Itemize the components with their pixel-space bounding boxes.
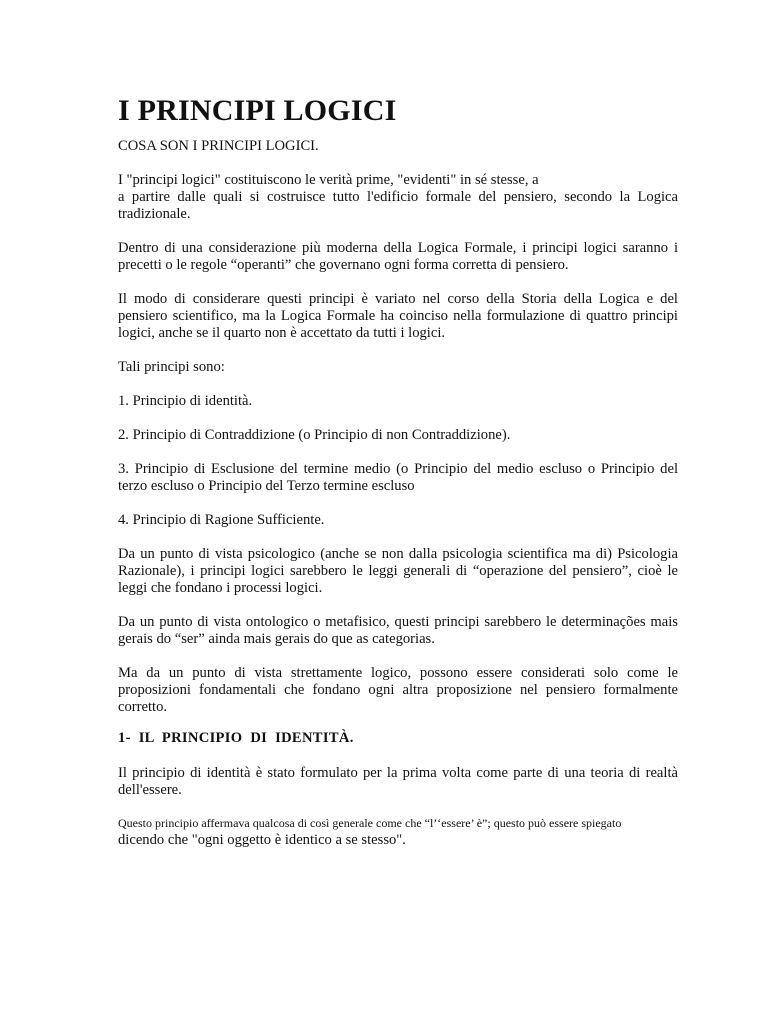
identity-continuation: dicendo che "ogni oggetto è identico a se stesso". [118,832,406,848]
paragraph-history: Il modo di considerare questi principi è variato nel corso della Storia della Logica e del pensiero scientifico, ma la Logica Formale ha coinciso nella formulazione di quattro principi logici, anche se il quarto non è accettato da tutti i logici. [118,291,678,341]
paragraph-psychological: Da un punto di vista psicologico (anche se non dalla psicologia scientifica ma di) Psicologia Razionale), i principi logici sarebbero le leggi generali di “operazione del pensiero”, cioè le leggi che fondano i processi logici. [118,546,678,596]
paragraph-ontological: Da un punto di vista ontologico o metafisico, questi principi sarebbero le determinações mais gerais do “ser” ainda mais gerais do que as categorias. [118,614,678,647]
list-intro: Tali principi sono: [118,359,225,375]
subtitle: COSA SON I PRINCIPI LOGICI. [118,138,319,154]
paragraph-identity-2 [118,814,678,849]
identity-small-text: Questo principio affermava qualcosa di così generale come che “l’‘essere’ è”; questo può essere spiegato [118,816,622,830]
principle-item-1: 1. Principio di identità. [118,393,253,409]
principle-item-4: 4. Principio di Ragione Sufficiente. [118,512,325,528]
intro-line-2: a partire dalle quali si costruisce tutto l'edificio formale del pensiero, secondo la Logica tradizionale. [118,189,678,222]
principle-item-3: 3. Principio di Esclusione del termine medio (o Principio del medio escluso o Principio del terzo escluso o Principio del Terzo termine escluso [118,461,678,494]
intro-paragraph [118,172,678,223]
document-page [118,92,678,849]
paragraph-modern-logic: Dentro di una considerazione più moderna della Logica Formale, i principi logici saranno i precetti o le regole “operanti” che governano ogni forma corretta di pensiero. [118,240,678,273]
document-title: I PRINCIPI LOGICI [118,94,397,127]
intro-line-1: I "principi logici" costituiscono le verità prime, "evidenti" in sé stesse, a [118,172,539,188]
paragraph-identity-1: Il principio di identità è stato formulato per la prima volta come parte di una teoria di realtà dell'essere. [118,765,678,798]
principle-item-2: 2. Principio di Contraddizione (o Principio di non Contraddizione). [118,427,511,443]
paragraph-logical: Ma da un punto di vista strettamente logico, possono essere considerati solo come le proposizioni fondamentali che fondano ogni altra proposizione nel pensiero formalmente corretto. [118,665,678,715]
section-heading-identity: 1- IL PRINCIPIO DI IDENTITÀ. [118,730,354,746]
